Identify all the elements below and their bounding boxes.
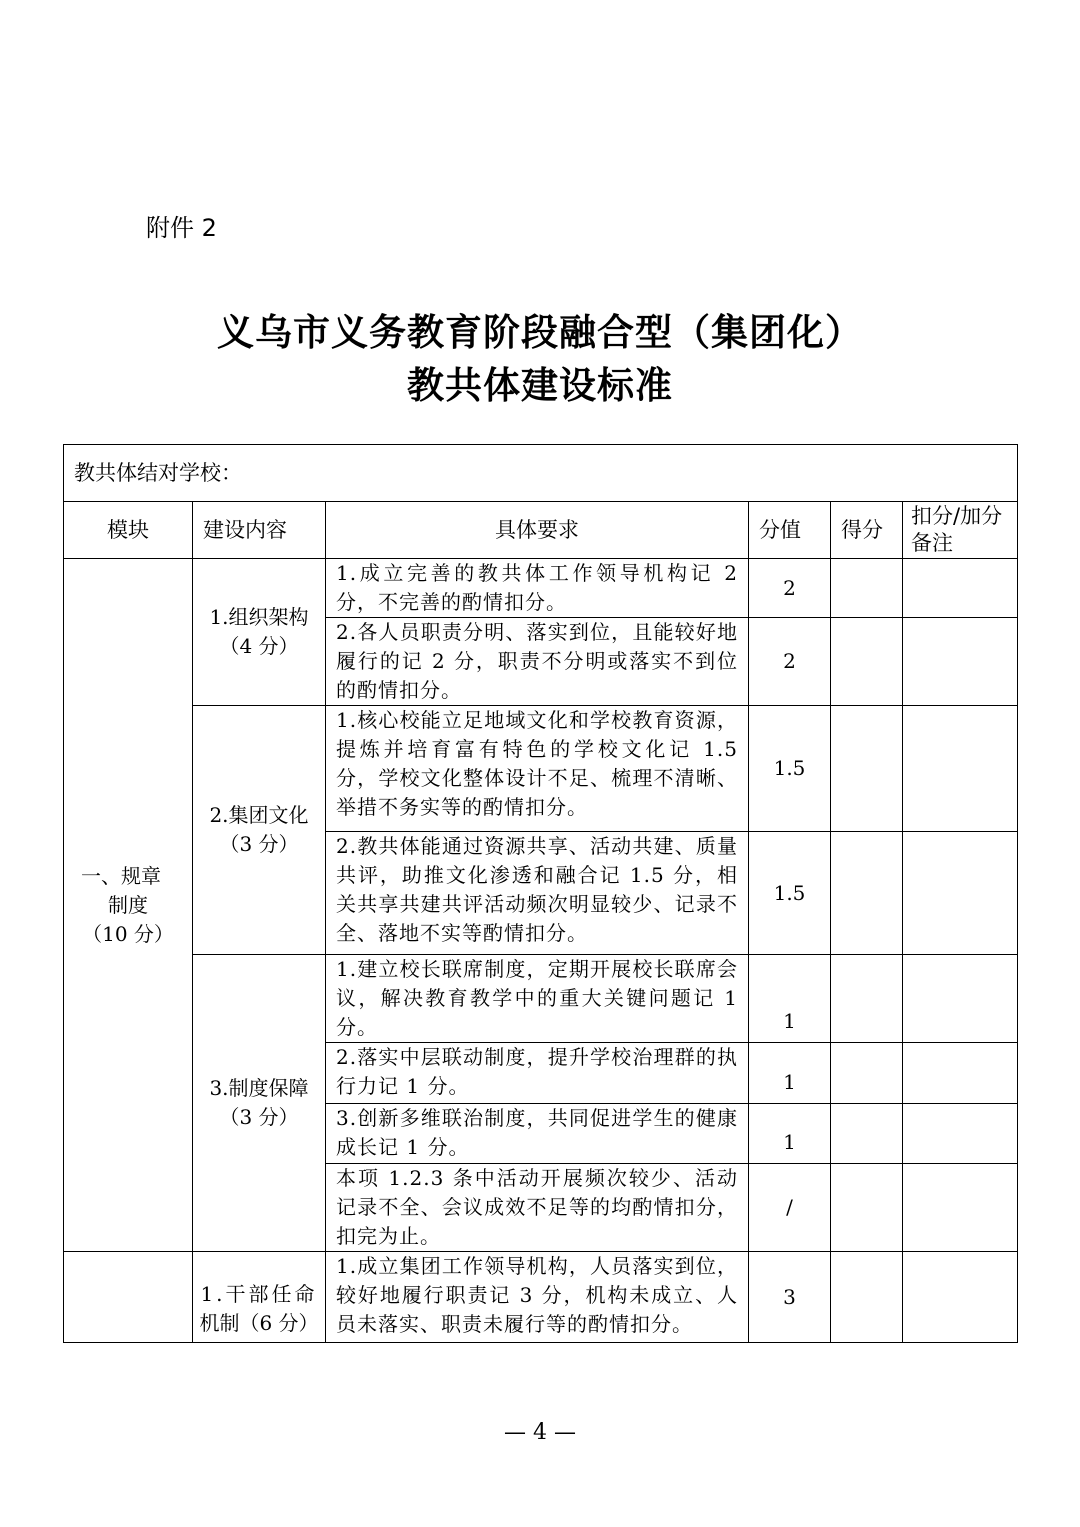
module-line1: 一、规章 bbox=[81, 863, 161, 888]
content-cell bbox=[193, 559, 326, 706]
content-cell bbox=[193, 955, 326, 1252]
note-cell bbox=[903, 559, 1018, 618]
school-label: 教共体结对学校： bbox=[64, 445, 1018, 502]
requirement-cell: 本项 1.2.3 条中活动开展频次较少、活动记录不全、会议成效不足等的均酌情扣分，扣完为止。 bbox=[326, 1164, 749, 1252]
table-row bbox=[64, 1252, 1018, 1343]
requirement-cell: 3.创新多维联治制度，共同促进学生的健康成长记 1 分。 bbox=[326, 1104, 749, 1164]
note-cell bbox=[903, 618, 1018, 706]
content-line1: 2.集团文化 bbox=[209, 803, 309, 827]
got-cell bbox=[831, 1164, 903, 1252]
score-cell: 1 bbox=[749, 1104, 831, 1164]
header-score: 分值 bbox=[749, 502, 831, 559]
got-cell bbox=[831, 1104, 903, 1164]
got-cell bbox=[831, 1043, 903, 1104]
table-row bbox=[64, 955, 1018, 1043]
content-cell bbox=[193, 1252, 326, 1343]
requirement-cell: 1.成立集团工作领导机构，人员落实到位，较好地履行职责记 3 分，机构未成立、人员未落实、职责未履行等的酌情扣分。 bbox=[326, 1252, 749, 1343]
score-cell: 1 bbox=[749, 1043, 831, 1104]
table-row bbox=[64, 706, 1018, 832]
content-line1: 1.干部任命 bbox=[200, 1282, 318, 1306]
requirement-cell: 2.落实中层联动制度，提升学校治理群的执行力记 1 分。 bbox=[326, 1043, 749, 1104]
got-cell bbox=[831, 955, 903, 1043]
requirement-cell: 2.教共体能通过资源共享、活动共建、质量共评，助推文化渗透和融合记 1.5 分，相关共享共建共评活动频次明显较少、记录不全、落地不实等酌情扣分。 bbox=[326, 832, 749, 955]
content-line1: 1.组织架构 bbox=[209, 605, 309, 629]
module-cell-empty bbox=[64, 1252, 193, 1343]
header-note-line2: 备注 bbox=[911, 531, 953, 555]
note-cell bbox=[903, 706, 1018, 832]
school-row bbox=[64, 445, 1018, 502]
header-row bbox=[64, 502, 1018, 559]
note-cell bbox=[903, 1104, 1018, 1164]
score-cell: 1.5 bbox=[749, 706, 831, 832]
score-cell: 2 bbox=[749, 559, 831, 618]
module-line3: （10 分） bbox=[82, 921, 174, 946]
module-cell bbox=[64, 559, 193, 1252]
header-module: 模块 bbox=[64, 502, 193, 559]
requirement-cell: 2.各人员职责分明、落实到位，且能较好地履行的记 2 分，职责不分明或落实不到位的酌情扣分。 bbox=[326, 618, 749, 706]
score-cell: 3 bbox=[749, 1252, 831, 1343]
requirement-cell: 1.核心校能立足地域文化和学校教育资源，提炼并培育富有特色的学校文化记 1.5 分，学校文化整体设计不足、梳理不清晰、举措不务实等的酌情扣分。 bbox=[326, 706, 749, 832]
content-line2: （3 分） bbox=[219, 1105, 299, 1129]
score-cell: 2 bbox=[749, 618, 831, 706]
content-line2: （4 分） bbox=[219, 634, 299, 658]
document-title-line2: 教共体建设标准 bbox=[407, 364, 673, 407]
note-cell bbox=[903, 1164, 1018, 1252]
table-row bbox=[64, 559, 1018, 618]
got-cell bbox=[831, 706, 903, 832]
note-cell bbox=[903, 955, 1018, 1043]
content-line2: 机制（6 分） bbox=[199, 1311, 319, 1335]
requirement-cell: 1.成立完善的教共体工作领导机构记 2 分，不完善的酌情扣分。 bbox=[326, 559, 749, 618]
document-title-line1: 义乌市义务教育阶段融合型（集团化） bbox=[217, 311, 863, 354]
got-cell bbox=[831, 618, 903, 706]
score-cell: / bbox=[749, 1164, 831, 1252]
note-cell bbox=[903, 1043, 1018, 1104]
header-got: 得分 bbox=[831, 502, 903, 559]
requirement-cell: 1.建立校长联席制度，定期开展校长联席会议，解决教育教学中的重大关键问题记 1 分。 bbox=[326, 955, 749, 1043]
content-line1: 3.制度保障 bbox=[209, 1076, 309, 1100]
got-cell bbox=[831, 832, 903, 955]
got-cell bbox=[831, 559, 903, 618]
module-line2: 制度 bbox=[108, 892, 148, 917]
score-cell: 1.5 bbox=[749, 832, 831, 955]
header-note-line1: 扣分/加分 bbox=[911, 504, 1003, 528]
standards-table bbox=[63, 444, 1018, 1343]
got-cell bbox=[831, 1252, 903, 1343]
page-number: — 4 — bbox=[504, 1420, 576, 1445]
header-content: 建设内容 bbox=[193, 502, 326, 559]
note-cell bbox=[903, 832, 1018, 955]
note-cell bbox=[903, 1252, 1018, 1343]
header-requirement: 具体要求 bbox=[326, 502, 749, 559]
score-cell: 1 bbox=[749, 955, 831, 1043]
attachment-label: 附件 2 bbox=[146, 214, 217, 242]
content-cell bbox=[193, 706, 326, 955]
content-line2: （3 分） bbox=[219, 832, 299, 856]
header-note bbox=[903, 502, 1018, 559]
